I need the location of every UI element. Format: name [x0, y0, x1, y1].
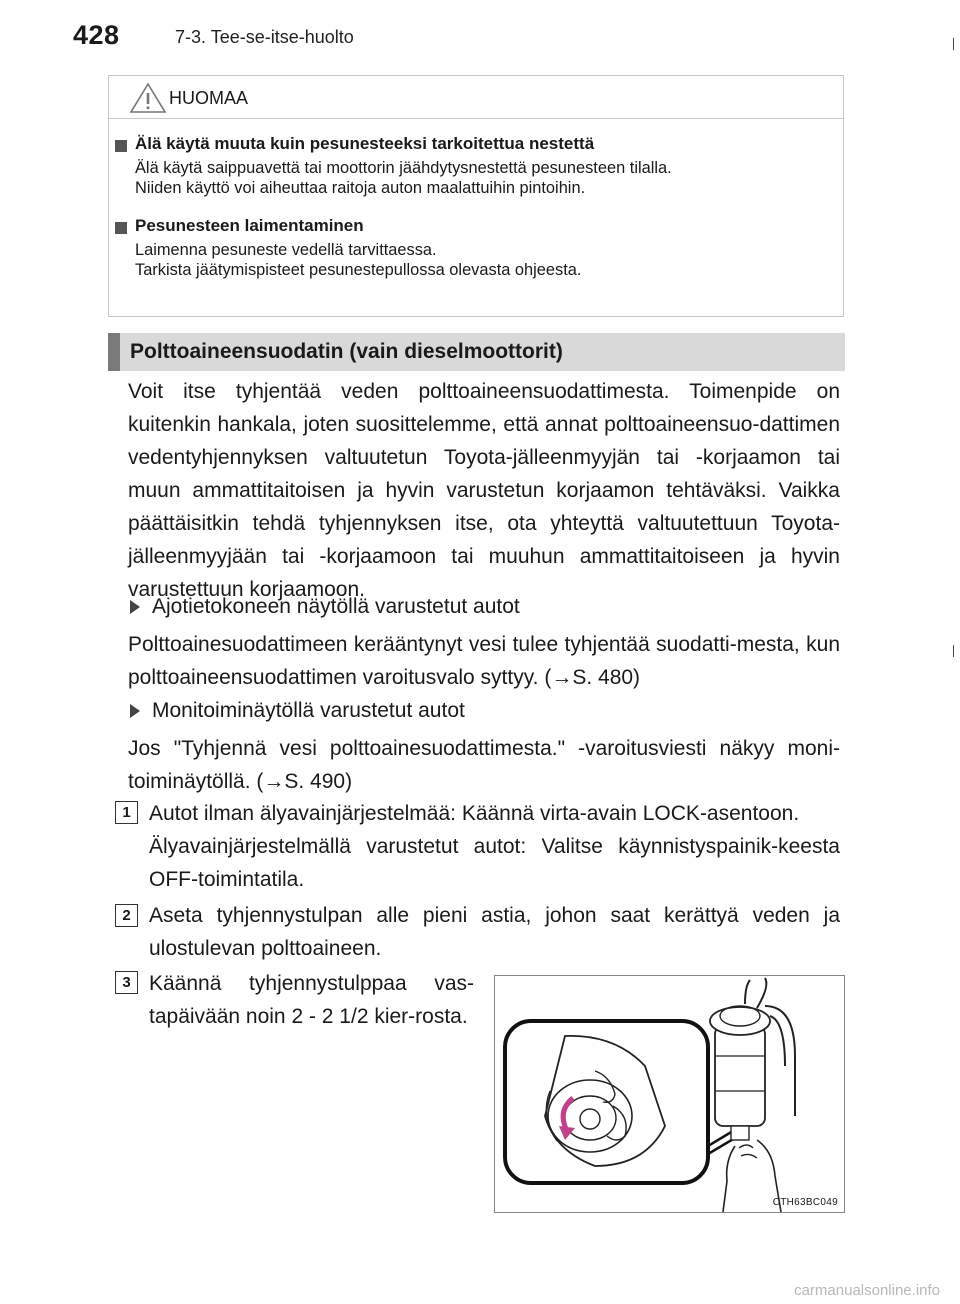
notice-title: HUOMAA	[169, 88, 249, 108]
notice-header	[109, 76, 843, 119]
section-title: Polttoaineensuodatin (vain dieselmoottorit)	[130, 340, 563, 363]
notice-item-heading: Pesunesteen laimentaminen	[135, 216, 364, 235]
triangle-bullet-icon	[130, 704, 140, 718]
square-bullet-icon	[115, 140, 127, 152]
subsection-bullet-text: Monitoiminäytöllä varustetut autot	[152, 699, 465, 722]
square-bullet-icon	[115, 222, 127, 234]
section-header: 7-3. Tee-se-itse-huolto	[175, 27, 354, 47]
subsection-text: Jos "Tyhjennä vesi polttoainesuodattimesta." -varoitusviesti näkyy moni-toiminäytöllä. (→S. 490)	[128, 737, 840, 793]
notice-item	[115, 126, 843, 198]
intro-paragraph: Voit itse tyhjentää veden polttoaineensuodattimesta. Toimenpide on kuitenkin hankala, joten suosittelemme, että annat polttoaineensuo-dattimen vedentyhjennyksen valtuutetun Toyota-jälleenmyyjän tai -korjaamon tai muun ammattitaitoisen ja hyvin varustetun korjaamon tehtäväksi. Vaikka päättäisitkin tehdä tyhjennyksen itse, ota yhteyttä valtuutettuun Toyota-jälleenmyyjään tai -korjaamoon tai muuhun ammattitaitoiseen ja hyvin varustettuun korjaamoon.	[128, 380, 840, 601]
section-title-bar	[108, 333, 845, 371]
subsection-bullet-text: Ajotietokoneen näytöllä varustetut autot	[152, 595, 520, 618]
watermark: carmanualsonline.info	[794, 1282, 940, 1299]
step-text-secondary: Älyavainjärjestelmällä varustetut autot: Valitse käynnistyspainik-keesta OFF-toimintatila.	[149, 835, 840, 891]
triangle-bullet-icon	[130, 600, 140, 614]
notice-item	[115, 208, 843, 280]
subsection-text: Polttoainesuodattimeen kerääntynyt vesi tulee tyhjentää suodatti-mesta, kun polttoaineensuodattimen varoitusvalo syttyy. (→S. 480)	[128, 633, 840, 689]
step-text: Käännä tyhjennystulppaa vas-tapäivään noin 2 - 2 1/2 kier-rosta.	[149, 972, 474, 1028]
warning-triangle-icon	[129, 82, 167, 114]
subsection-bullet	[130, 592, 830, 622]
fuel-filter-drawing	[495, 976, 844, 1212]
step-number-badge: 2	[115, 904, 138, 927]
notice-box	[108, 75, 844, 317]
step-number-badge: 3	[115, 971, 138, 994]
step-text: Autot ilman älyavainjärjestelmää: Käännä virta-avain LOCK-asentoon.	[149, 802, 800, 825]
notice-item-text: Älä käytä saippuavettä tai moottorin jäähdytysnestettä pesunesteen tilalla. Niiden käyttö voi aiheuttaa raitoja auton maalattuihin pintoihin.	[135, 159, 672, 197]
step-number-badge: 1	[115, 801, 138, 824]
illustration-code: CTH63BC049	[772, 1197, 838, 1208]
subsection-bullet	[130, 696, 830, 726]
fuel-filter-illustration	[494, 975, 845, 1213]
crop-mark	[953, 38, 954, 50]
crop-mark	[953, 645, 954, 657]
page-number: 428	[73, 20, 120, 50]
notice-item-heading: Älä käytä muuta kuin pesunesteeksi tarkoitettua nestettä	[135, 134, 595, 153]
notice-body	[109, 126, 843, 290]
step-text: Aseta tyhjennystulpan alle pieni astia, johon saat kerättyä veden ja ulostulevan polttoaineen.	[149, 904, 840, 960]
notice-item-text: Laimenna pesuneste vedellä tarvittaessa. Tarkista jäätymispisteet pesunestepullossa olevasta ohjeesta.	[135, 241, 582, 279]
